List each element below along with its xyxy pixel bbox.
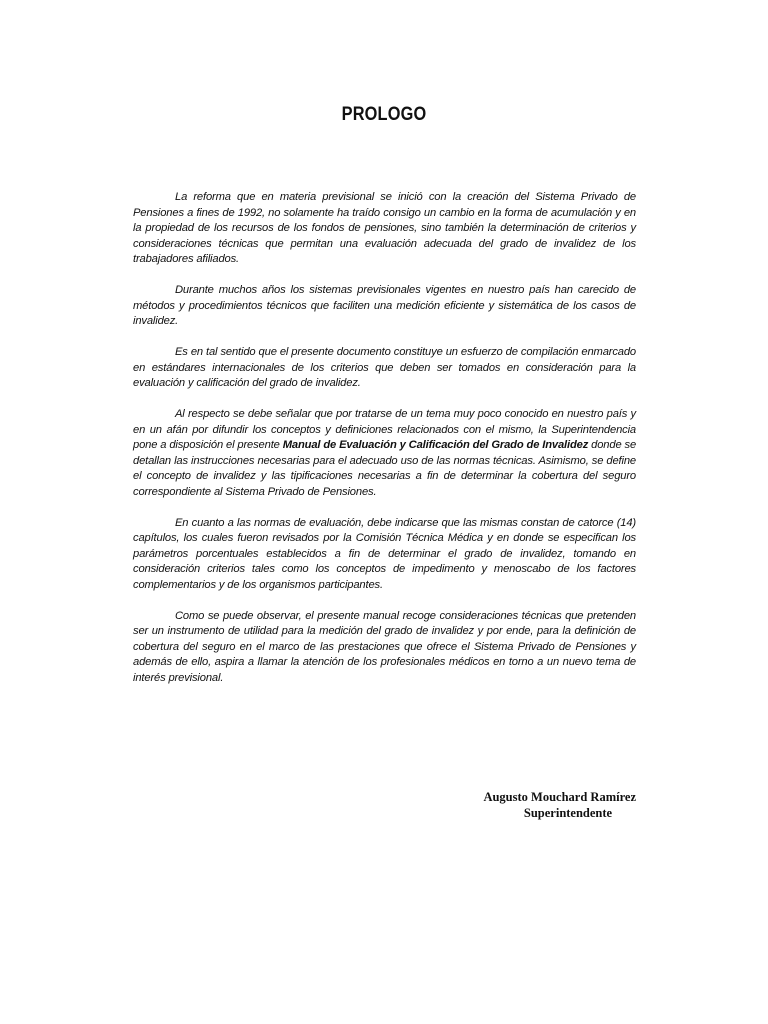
prologue-body — [133, 190, 636, 702]
page-title: PROLOGO — [341, 104, 427, 125]
paragraph-3: Es en tal sentido que el presente documento constituye un esfuerzo de compilación enmarcado en estándares internacionales de los criterios que deben ser tomados en consideración para la evaluación y calificación del grado de invalidez. — [133, 346, 636, 389]
manual-title-emphasis: Manual de Evaluación y Calificación del Grado de Invalidez — [282, 439, 589, 451]
signature-block — [440, 789, 636, 821]
paragraph-2: Durante muchos años los sistemas previsionales vigentes en nuestro país han carecido de métodos y procedimientos técnicos que faciliten una medición eficiente y sistemática de los casos de invalidez. — [133, 284, 636, 327]
paragraph-6: Como se puede observar, el presente manual recoge consideraciones técnicas que pretenden ser un instrumento de utilidad para la medición del grado de invalidez y por ende, para la definición de cobertura del seguro en el marco de las prestaciones que ofrece el Sistema Privado de Pensiones y además de ello, aspira a llamar la atención de los profesionales médicos en torno a un nuevo tema de interés previsional. — [133, 609, 636, 684]
signatory-role: Superintendente — [523, 806, 613, 820]
paragraph-1: La reforma que en materia previsional se inició con la creación del Sistema Privado de Pensiones a fines de 1992, no solamente ha traído consigo un cambio en la forma de acumulación y en la propiedad de los recursos de los fondos de pensiones, sino también la determinación de criterios y consideraciones técnicas que permitan una evaluación adecuada del grado de invalidez de los trabajadores afiliados. — [133, 191, 636, 265]
signatory-name: Augusto Mouchard Ramírez — [483, 790, 636, 804]
paragraph-4-text-before: Al respecto se debe señalar que por tratarse de un tema muy poco conocido en nuestro país y en un afán por difundir los conceptos y definiciones relacionados con el mismo, la Superintendencia pone a disposición el presente — [133, 408, 636, 451]
paragraph-4-text-after: donde se detallan las instrucciones necesarias para el adecuado uso de las normas técnicas. Asimismo, se define el concepto de invalidez y las tipificaciones necesarias a fin de determinar la cobertura del seguro correspondiente al Sistema Privado de Pensiones. — [133, 439, 637, 498]
paragraph-5: En cuanto a las normas de evaluación, debe indicarse que las mismas constan de catorce (14) capítulos, los cuales fueron revisados por la Comisión Técnica Médica y en donde se especifican los parámetros porcentuales establecidos a fin de determinar el grado de invalidez, tomando en consideración criterios tales como los conceptos de impedimento y menoscabo de los factores complementarios y de los organismos participantes. — [133, 516, 636, 591]
paragraph-4 — [133, 407, 636, 500]
